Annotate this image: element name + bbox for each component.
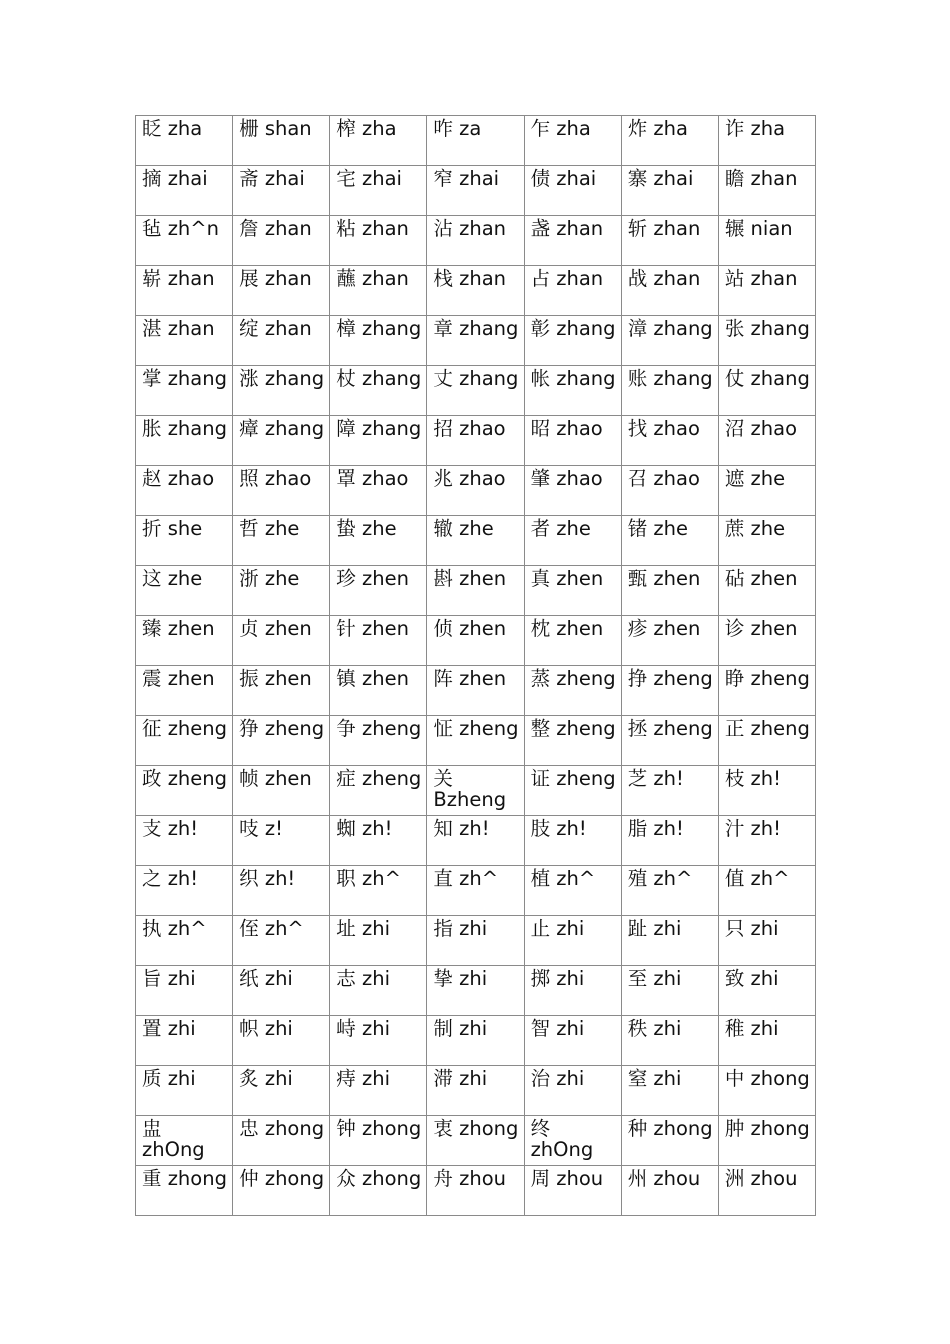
table-cell: 衷 zhong [427, 1116, 524, 1166]
table-cell: 直 zh^ [427, 866, 524, 916]
table-cell: 狰 zheng [233, 716, 330, 766]
table-row [136, 266, 816, 316]
table-row [136, 116, 816, 166]
table-row [136, 566, 816, 616]
table-row [136, 1066, 816, 1116]
table-cell: 真 zhen [524, 566, 621, 616]
table-row [136, 916, 816, 966]
table-cell: 占 zhan [524, 266, 621, 316]
table-row [136, 616, 816, 666]
table-row [136, 716, 816, 766]
table-cell: 挣 zheng [621, 666, 718, 716]
table-cell: 植 zh^ [524, 866, 621, 916]
table-cell: 展 zhan [233, 266, 330, 316]
table-row [136, 1016, 816, 1066]
pinyin-table [135, 115, 816, 1216]
table-cell: 盏 zhan [524, 216, 621, 266]
table-cell: 旨 zhi [136, 966, 233, 1016]
table-cell: 诈 zha [718, 116, 815, 166]
table-cell: 兆 zhao [427, 466, 524, 516]
table-cell: 瞻 zhan [718, 166, 815, 216]
table-cell: 眨 zha [136, 116, 233, 166]
table-cell: 仗 zhang [718, 366, 815, 416]
table-row [136, 366, 816, 416]
table-cell: 昭 zhao [524, 416, 621, 466]
table-cell: 殖 zh^ [621, 866, 718, 916]
table-cell: 找 zhao [621, 416, 718, 466]
table-cell: 炙 zhi [233, 1066, 330, 1116]
table-cell: 稚 zhi [718, 1016, 815, 1066]
table-cell: 肢 zh! [524, 816, 621, 866]
table-cell: 值 zh^ [718, 866, 815, 916]
table-cell: 肿 zhong [718, 1116, 815, 1166]
table-row [136, 1166, 816, 1216]
table-cell: 指 zhi [427, 916, 524, 966]
table-cell: 关 Bzheng [427, 766, 524, 816]
table-cell: 争 zheng [330, 716, 427, 766]
table-cell: 栅 shan [233, 116, 330, 166]
table-cell: 址 zhi [330, 916, 427, 966]
table-cell: 站 zhan [718, 266, 815, 316]
table-cell: 招 zhao [427, 416, 524, 466]
table-cell: 蛰 zhe [330, 516, 427, 566]
table-cell: 章 zhang [427, 316, 524, 366]
table-cell: 振 zhen [233, 666, 330, 716]
table-cell: 栈 zhan [427, 266, 524, 316]
table-cell: 正 zheng [718, 716, 815, 766]
table-cell: 症 zheng [330, 766, 427, 816]
table-cell: 毡 zh^n [136, 216, 233, 266]
table-cell: 趾 zhi [621, 916, 718, 966]
table-cell: 胀 zhang [136, 416, 233, 466]
table-cell: 贞 zhen [233, 616, 330, 666]
table-cell: 炸 zha [621, 116, 718, 166]
table-cell: 肇 zhao [524, 466, 621, 516]
table-row [136, 766, 816, 816]
table-cell: 障 zhang [330, 416, 427, 466]
table-row [136, 416, 816, 466]
table-cell: 蔗 zhe [718, 516, 815, 566]
table-cell: 证 zheng [524, 766, 621, 816]
table-cell: 织 zh! [233, 866, 330, 916]
table-cell: 镇 zhen [330, 666, 427, 716]
table-cell: 蘸 zhan [330, 266, 427, 316]
table-cell: 职 zh^ [330, 866, 427, 916]
table-cell: 止 zhi [524, 916, 621, 966]
table-cell: 至 zhi [621, 966, 718, 1016]
table-cell: 砧 zhen [718, 566, 815, 616]
table-cell: 宅 zhai [330, 166, 427, 216]
table-cell: 蒸 zheng [524, 666, 621, 716]
table-row [136, 666, 816, 716]
table-cell: 制 zhi [427, 1016, 524, 1066]
table-cell: 瘴 zhang [233, 416, 330, 466]
table-cell: 针 zhen [330, 616, 427, 666]
table-cell: 漳 zhang [621, 316, 718, 366]
table-cell: 疹 zhen [621, 616, 718, 666]
table-cell: 帐 zhang [524, 366, 621, 416]
table-cell: 湛 zhan [136, 316, 233, 366]
table-cell: 咋 za [427, 116, 524, 166]
table-cell: 志 zhi [330, 966, 427, 1016]
table-cell: 浙 zhe [233, 566, 330, 616]
table-cell: 种 zhong [621, 1116, 718, 1166]
table-cell: 沾 zhan [427, 216, 524, 266]
table-cell: 周 zhou [524, 1166, 621, 1216]
table-row [136, 316, 816, 366]
table-cell: 拯 zheng [621, 716, 718, 766]
table-cell: 吱 z! [233, 816, 330, 866]
table-row [136, 216, 816, 266]
table-cell: 债 zhai [524, 166, 621, 216]
table-cell: 痔 zhi [330, 1066, 427, 1116]
table-cell: 召 zhao [621, 466, 718, 516]
table-row [136, 866, 816, 916]
table-cell: 挚 zhi [427, 966, 524, 1016]
table-cell: 怔 zheng [427, 716, 524, 766]
table-cell: 只 zhi [718, 916, 815, 966]
table-cell: 治 zhi [524, 1066, 621, 1116]
table-cell: 盅 zhOng [136, 1116, 233, 1166]
table-cell: 乍 zha [524, 116, 621, 166]
table-cell: 掷 zhi [524, 966, 621, 1016]
table-cell: 重 zhong [136, 1166, 233, 1216]
table-cell: 账 zhang [621, 366, 718, 416]
table-cell: 臻 zhen [136, 616, 233, 666]
table-cell: 枝 zh! [718, 766, 815, 816]
table-cell: 者 zhe [524, 516, 621, 566]
table-cell: 赵 zhao [136, 466, 233, 516]
table-cell: 中 zhong [718, 1066, 815, 1116]
table-cell: 罩 zhao [330, 466, 427, 516]
table-cell: 侦 zhen [427, 616, 524, 666]
table-cell: 哲 zhe [233, 516, 330, 566]
table-row [136, 1116, 816, 1166]
table-row [136, 466, 816, 516]
table-cell: 遮 zhe [718, 466, 815, 516]
table-cell: 斋 zhai [233, 166, 330, 216]
table-cell: 忠 zhong [233, 1116, 330, 1166]
table-cell: 诊 zhen [718, 616, 815, 666]
table-cell: 众 zhong [330, 1166, 427, 1216]
table-cell: 秩 zhi [621, 1016, 718, 1066]
table-cell: 张 zhang [718, 316, 815, 366]
table-cell: 甄 zhen [621, 566, 718, 616]
table-cell: 政 zheng [136, 766, 233, 816]
table-cell: 战 zhan [621, 266, 718, 316]
table-cell: 粘 zhan [330, 216, 427, 266]
table-cell: 纸 zhi [233, 966, 330, 1016]
table-cell: 置 zhi [136, 1016, 233, 1066]
table-cell: 洲 zhou [718, 1166, 815, 1216]
table-cell: 帧 zhen [233, 766, 330, 816]
table-cell: 斩 zhan [621, 216, 718, 266]
table-row [136, 966, 816, 1016]
table-cell: 这 zhe [136, 566, 233, 616]
table-cell: 掌 zhang [136, 366, 233, 416]
table-cell: 彰 zhang [524, 316, 621, 366]
table-row [136, 816, 816, 866]
table-cell: 樟 zhang [330, 316, 427, 366]
table-cell: 滞 zhi [427, 1066, 524, 1116]
table-cell: 整 zheng [524, 716, 621, 766]
table-row [136, 516, 816, 566]
table-cell: 帜 zhi [233, 1016, 330, 1066]
table-cell: 窒 zhi [621, 1066, 718, 1116]
table-cell: 汁 zh! [718, 816, 815, 866]
table-cell: 终 zhOng [524, 1116, 621, 1166]
table-cell: 智 zhi [524, 1016, 621, 1066]
table-cell: 蜘 zh! [330, 816, 427, 866]
table-cell: 致 zhi [718, 966, 815, 1016]
table-cell: 质 zhi [136, 1066, 233, 1116]
table-cell: 崭 zhan [136, 266, 233, 316]
table-cell: 辗 nian [718, 216, 815, 266]
table-cell: 涨 zhang [233, 366, 330, 416]
table-cell: 侄 zh^ [233, 916, 330, 966]
table-cell: 珍 zhen [330, 566, 427, 616]
table-cell: 窄 zhai [427, 166, 524, 216]
table-cell: 之 zh! [136, 866, 233, 916]
table-cell: 阵 zhen [427, 666, 524, 716]
table-cell: 照 zhao [233, 466, 330, 516]
table-cell: 舟 zhou [427, 1166, 524, 1216]
table-cell: 支 zh! [136, 816, 233, 866]
table-row [136, 166, 816, 216]
table-cell: 枕 zhen [524, 616, 621, 666]
table-cell: 榨 zha [330, 116, 427, 166]
table-cell: 绽 zhan [233, 316, 330, 366]
table-cell: 睁 zheng [718, 666, 815, 716]
table-cell: 芝 zh! [621, 766, 718, 816]
table-cell: 征 zheng [136, 716, 233, 766]
table-cell: 斟 zhen [427, 566, 524, 616]
table-cell: 沼 zhao [718, 416, 815, 466]
table-cell: 寨 zhai [621, 166, 718, 216]
table-cell: 州 zhou [621, 1166, 718, 1216]
table-cell: 詹 zhan [233, 216, 330, 266]
table-cell: 摘 zhai [136, 166, 233, 216]
table-cell: 杖 zhang [330, 366, 427, 416]
table-cell: 锗 zhe [621, 516, 718, 566]
table-cell: 脂 zh! [621, 816, 718, 866]
table-cell: 丈 zhang [427, 366, 524, 416]
table-cell: 震 zhen [136, 666, 233, 716]
table-cell: 知 zh! [427, 816, 524, 866]
table-cell: 仲 zhong [233, 1166, 330, 1216]
table-cell: 钟 zhong [330, 1116, 427, 1166]
table-cell: 执 zh^ [136, 916, 233, 966]
table-cell: 折 she [136, 516, 233, 566]
table-cell: 峙 zhi [330, 1016, 427, 1066]
table-cell: 辙 zhe [427, 516, 524, 566]
